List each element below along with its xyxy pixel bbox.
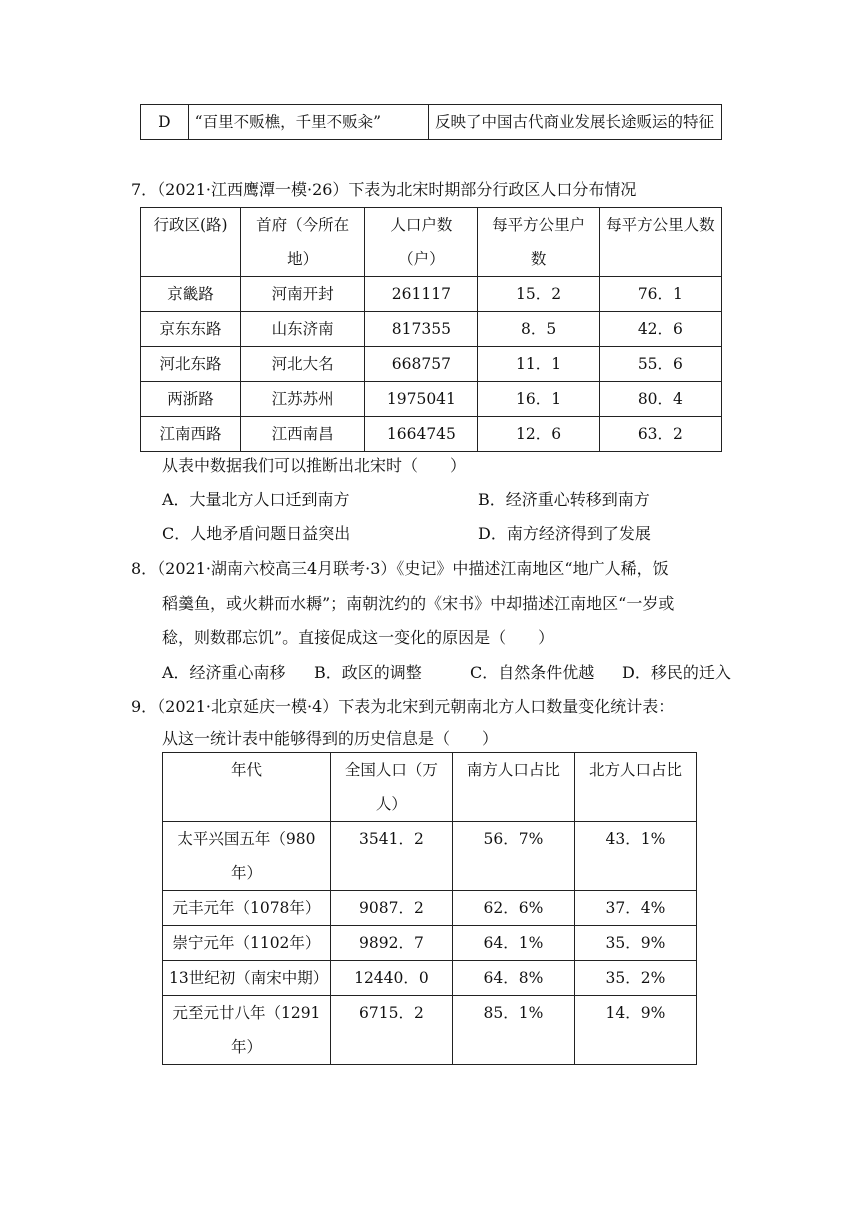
cell-north: 43．1% (574, 822, 696, 891)
quote-cell: “百里不贩樵，千里不贩籴” (188, 105, 428, 140)
q7-stem: 7．（2021·江西鹰潭一模·26）下表为北宋时期部分行政区人口分布情况 (131, 180, 637, 199)
q8-option-d: D．移民的迁入 (622, 663, 731, 682)
table-row (141, 382, 722, 417)
cell-people-per-km2: 42．6 (599, 312, 721, 347)
table-row (141, 105, 722, 140)
table-header-row (141, 208, 722, 277)
col-header: 人口户数（户） (365, 208, 478, 277)
q7-population-table (140, 207, 722, 452)
cell-south: 64．8% (452, 961, 574, 996)
cell-capital: 江西南昌 (241, 417, 365, 452)
cell-households: 817355 (365, 312, 478, 347)
q8-stem-line1: 8．（2021·湖南六校高三4月联考·3）《史记》中描述江南地区“地广人稀，饭 (131, 559, 669, 578)
cell-period: 元丰元年（1078年） (163, 891, 331, 926)
q9-stem-line2: 从这一统计表中能够得到的历史信息是（ ） (162, 729, 499, 748)
cell-capital: 河南开封 (241, 277, 365, 312)
cell-region: 两浙路 (141, 382, 241, 417)
cell-south: 85．1% (452, 996, 574, 1065)
cell-households: 1664745 (365, 417, 478, 452)
cell-south: 62．6% (452, 891, 574, 926)
cell-region: 京东东路 (141, 312, 241, 347)
table-row (163, 822, 697, 891)
col-header: 首府（今所在地） (241, 208, 365, 277)
table-row (141, 417, 722, 452)
cell-north: 14．9% (574, 996, 696, 1065)
table-row (163, 891, 697, 926)
q7-question: 从表中数据我们可以推断出北宋时（ ） (162, 456, 467, 475)
cell-households: 261117 (365, 277, 478, 312)
q8-option-b: B．政区的调整 (314, 663, 422, 682)
cell-total: 6715．2 (330, 996, 452, 1065)
explanation-cell: 反映了中国古代商业发展长途贩运的特征 (428, 105, 721, 140)
q7-option-b: B．经济重心转移到南方 (478, 490, 650, 509)
cell-people-per-km2: 80．4 (599, 382, 721, 417)
q8-option-c: C．自然条件优越 (470, 663, 595, 682)
q7-option-a: A．大量北方人口迁到南方 (162, 490, 350, 509)
q7-option-c: C．人地矛盾问题日益突出 (162, 524, 351, 543)
q8-stem-line2: 稻羹鱼，或火耕而水耨”；南朝沈约的《宋书》中却描述江南地区“一岁或 (162, 594, 675, 613)
table-row (141, 277, 722, 312)
cell-households-per-km2: 11．1 (478, 347, 599, 382)
cell-south: 64．1% (452, 926, 574, 961)
cell-total: 9087．2 (330, 891, 452, 926)
cell-period: 元至元廿八年（1291年） (163, 996, 331, 1065)
cell-people-per-km2: 63．2 (599, 417, 721, 452)
table-row (141, 347, 722, 382)
cell-households: 1975041 (365, 382, 478, 417)
cell-people-per-km2: 55．6 (599, 347, 721, 382)
cell-households-per-km2: 15．2 (478, 277, 599, 312)
col-header: 全国人口（万人） (330, 753, 452, 822)
col-header: 每平方公里户数 (478, 208, 599, 277)
cell-households-per-km2: 16．1 (478, 382, 599, 417)
table-row (163, 996, 697, 1065)
cell-people-per-km2: 76．1 (599, 277, 721, 312)
cell-region: 江南西路 (141, 417, 241, 452)
cell-households-per-km2: 8．5 (478, 312, 599, 347)
cell-households-per-km2: 12．6 (478, 417, 599, 452)
q7-option-d: D．南方经济得到了发展 (478, 524, 651, 543)
cell-capital: 江苏苏州 (241, 382, 365, 417)
cell-region: 京畿路 (141, 277, 241, 312)
col-header: 年代 (163, 753, 331, 822)
cell-households: 668757 (365, 347, 478, 382)
cell-period: 太平兴国五年（980年） (163, 822, 331, 891)
col-header: 每平方公里人数 (599, 208, 721, 277)
option-letter: D (141, 105, 189, 140)
cell-north: 35．9% (574, 926, 696, 961)
table-header-row (163, 753, 697, 822)
col-header: 北方人口占比 (574, 753, 696, 822)
cell-capital: 山东济南 (241, 312, 365, 347)
cell-north: 37．4% (574, 891, 696, 926)
cell-region: 河北东路 (141, 347, 241, 382)
cell-south: 56．7% (452, 822, 574, 891)
cell-period: 13世纪初（南宋中期） (163, 961, 331, 996)
cell-period: 崇宁元年（1102年） (163, 926, 331, 961)
cell-total: 12440．0 (330, 961, 452, 996)
table-row (141, 312, 722, 347)
q9-population-table (162, 752, 697, 1065)
cell-total: 3541．2 (330, 822, 452, 891)
table-row (163, 961, 697, 996)
q8-stem-line3: 稔，则数郡忘饥”。直接促成这一变化的原因是（ ） (162, 628, 555, 647)
q8-option-a: A．经济重心南移 (162, 663, 286, 682)
top-answer-table (140, 104, 722, 140)
cell-capital: 河北大名 (241, 347, 365, 382)
cell-total: 9892．7 (330, 926, 452, 961)
q9-stem-line1: 9．（2021·北京延庆一模·4）下表为北宋到元朝南北方人口数量变化统计表： (131, 697, 675, 716)
col-header: 南方人口占比 (452, 753, 574, 822)
table-row (163, 926, 697, 961)
col-header: 行政区(路) (141, 208, 241, 277)
cell-north: 35．2% (574, 961, 696, 996)
